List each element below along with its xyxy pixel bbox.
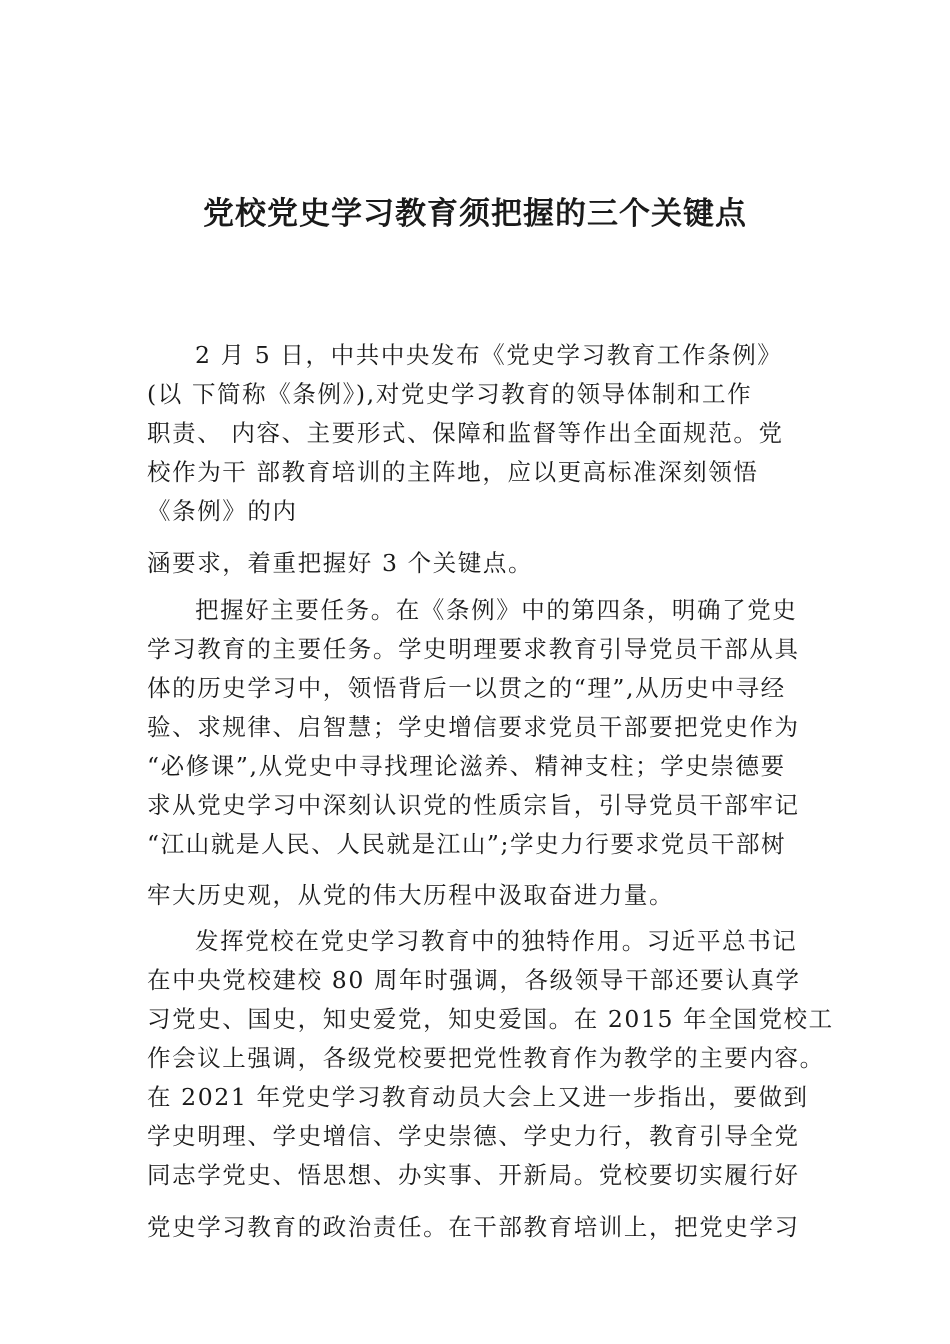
paragraph-line: 校作为干 部教育培训的主阵地，应以更高标准深刻领悟 (147, 458, 759, 486)
paragraph-line: 在中央党校建校 80 周年时强调，各级领导干部还要认真学 (147, 966, 801, 994)
paragraph-line: 验、求规律、启智慧；学史增信要求党员干部要把党史作为 (147, 713, 800, 741)
paragraph-line: 在 2021 年党史学习教育动员大会上又进一步指出，要做到 (147, 1083, 809, 1111)
paragraph-line: “必修课”,从党史中寻找理论滋养、精神支柱；学史崇德要 (147, 752, 786, 780)
paragraph-line: 《条例》的内 (147, 497, 298, 525)
paragraph-line: 2 月 5 日，中共中央发布《党史学习教育工作条例》 (195, 341, 783, 369)
paragraph-line: 习党史、国史，知史爱党，知史爱国。在 2015 年全国党校工 (147, 1005, 834, 1033)
paragraph-line: 学史明理、学史增信、学史崇德、学史力行，教育引导全党 (147, 1122, 800, 1150)
paragraph-line: “江山就是人民、人民就是江山”;学史力行要求党员干部树 (147, 830, 787, 858)
paragraph-line: 把握好主要任务。在《条例》中的第四条，明确了党史 (195, 596, 798, 624)
paragraph-line: 涵要求，着重把握好 3 个关键点。 (147, 549, 534, 577)
paragraph-line: 党史学习教育的政治责任。在干部教育培训上，把党史学习 (147, 1213, 800, 1241)
paragraph-line: (以 下简称《条例》),对党史学习教育的领导体制和工作 (147, 380, 753, 408)
paragraph-line: 作会议上强调，各级党校要把党性教育作为教学的主要内容。 (147, 1044, 825, 1072)
paragraph-line: 体的历史学习中，领悟背后一以贯之的“理”,从历史中寻经 (147, 674, 786, 702)
paragraph-line: 职责、 内容、主要形式、保障和监督等作出全面规范。党 (147, 419, 784, 447)
paragraph-line: 发挥党校在党史学习教育中的独特作用。习近平总书记 (195, 927, 798, 955)
document-title: 党校党史学习教育须把握的三个关键点 (203, 196, 747, 232)
paragraph-line: 同志学党史、悟思想、办实事、开新局。党校要切实履行好 (147, 1161, 800, 1189)
paragraph-line: 牢大历史观，从党的伟大历程中汲取奋进力量。 (147, 881, 675, 909)
paragraph-line: 求从党史学习中深刻认识党的性质宗旨，引导党员干部牢记 (147, 791, 800, 819)
paragraph-line: 学习教育的主要任务。学史明理要求教育引导党员干部从具 (147, 635, 800, 663)
